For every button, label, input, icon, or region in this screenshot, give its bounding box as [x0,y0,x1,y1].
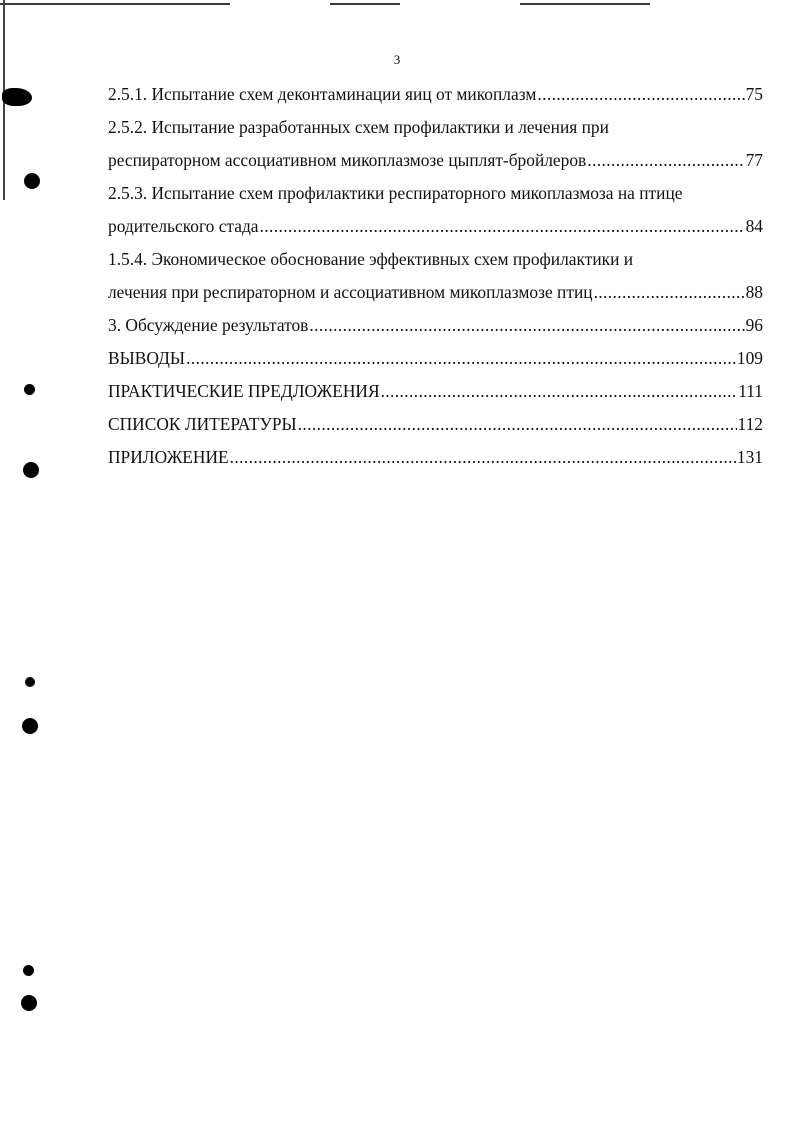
scan-edge-top [520,3,650,5]
toc-entry [108,441,763,474]
toc-page-number: 112 [737,414,763,434]
scan-edge-top [0,3,230,5]
toc-page-number: 131 [736,447,763,467]
binder-hole-mark [23,462,39,478]
toc-entry-title: ПРИЛОЖЕНИЕ [108,447,229,467]
toc-entry-title: 2.5.1. Испытание схем деконтаминации яиц от микоплазм [108,84,537,104]
toc-line [108,375,763,408]
toc-entry [108,177,763,243]
toc-leader-dots [587,144,744,177]
toc-leader-dots [381,375,738,408]
toc-entry-title: ПРАКТИЧЕСКИЕ ПРЕДЛОЖЕНИЯ [108,381,380,401]
toc-entry-title-continued: лечения при респираторном и ассоциативном микоплазмозе птиц [108,282,593,302]
toc-entry-title: ВЫВОДЫ [108,348,186,368]
toc-entry-title: 3. Обсуждение результатов [108,315,309,335]
toc-leader-dots [537,78,744,111]
toc-leader-dots [260,210,745,243]
toc-entry-title-continued: респираторном ассоциативном микоплазмозе цыплят-бройлеров [108,150,587,170]
toc-entry [108,342,763,375]
table-of-contents [108,78,763,474]
toc-entry-title-continued: родительского стада [108,216,259,236]
binder-hole-mark [23,965,34,976]
toc-entry [108,309,763,342]
scan-edge-top [330,3,400,5]
toc-page-number: 88 [745,282,763,302]
toc-page-number: 84 [745,216,763,236]
toc-entry-title: СПИСОК ЛИТЕРАТУРЫ [108,414,297,434]
toc-entry [108,243,763,309]
toc-page-number: 77 [745,150,763,170]
binder-hole-mark [25,677,35,687]
toc-line [108,408,763,441]
toc-page-number: 75 [745,84,763,104]
toc-entry [108,78,763,111]
toc-entry [108,408,763,441]
page-number: 3 [393,52,401,67]
toc-page-number: 109 [736,348,763,368]
binder-hole-mark [24,173,40,189]
toc-leader-dots [309,309,744,342]
toc-entry-title-line: 2.5.2. Испытание разработанных схем профилактики и лечения при [108,117,609,137]
toc-line [108,144,763,177]
toc-page-number: 96 [745,315,763,335]
toc-line [108,276,763,309]
binder-hole-mark [21,995,37,1011]
toc-leader-dots [230,441,736,474]
toc-line [108,441,763,474]
toc-entry [108,375,763,408]
toc-entry [108,111,763,177]
scan-blot-mark [2,88,32,106]
binder-hole-mark [24,384,35,395]
toc-leader-dots [594,276,745,309]
toc-line [108,342,763,375]
toc-line [108,309,763,342]
toc-line [108,210,763,243]
toc-leader-dots [186,342,736,375]
toc-entry-title-line: 2.5.3. Испытание схем профилактики респираторного микоплазмоза на птице [108,183,683,203]
toc-page-number: 111 [738,381,763,401]
toc-leader-dots [298,408,737,441]
toc-entry-title-line: 1.5.4. Экономическое обоснование эффективных схем профилактики и [108,249,634,269]
binder-hole-mark [22,718,38,734]
toc-line [108,78,763,111]
